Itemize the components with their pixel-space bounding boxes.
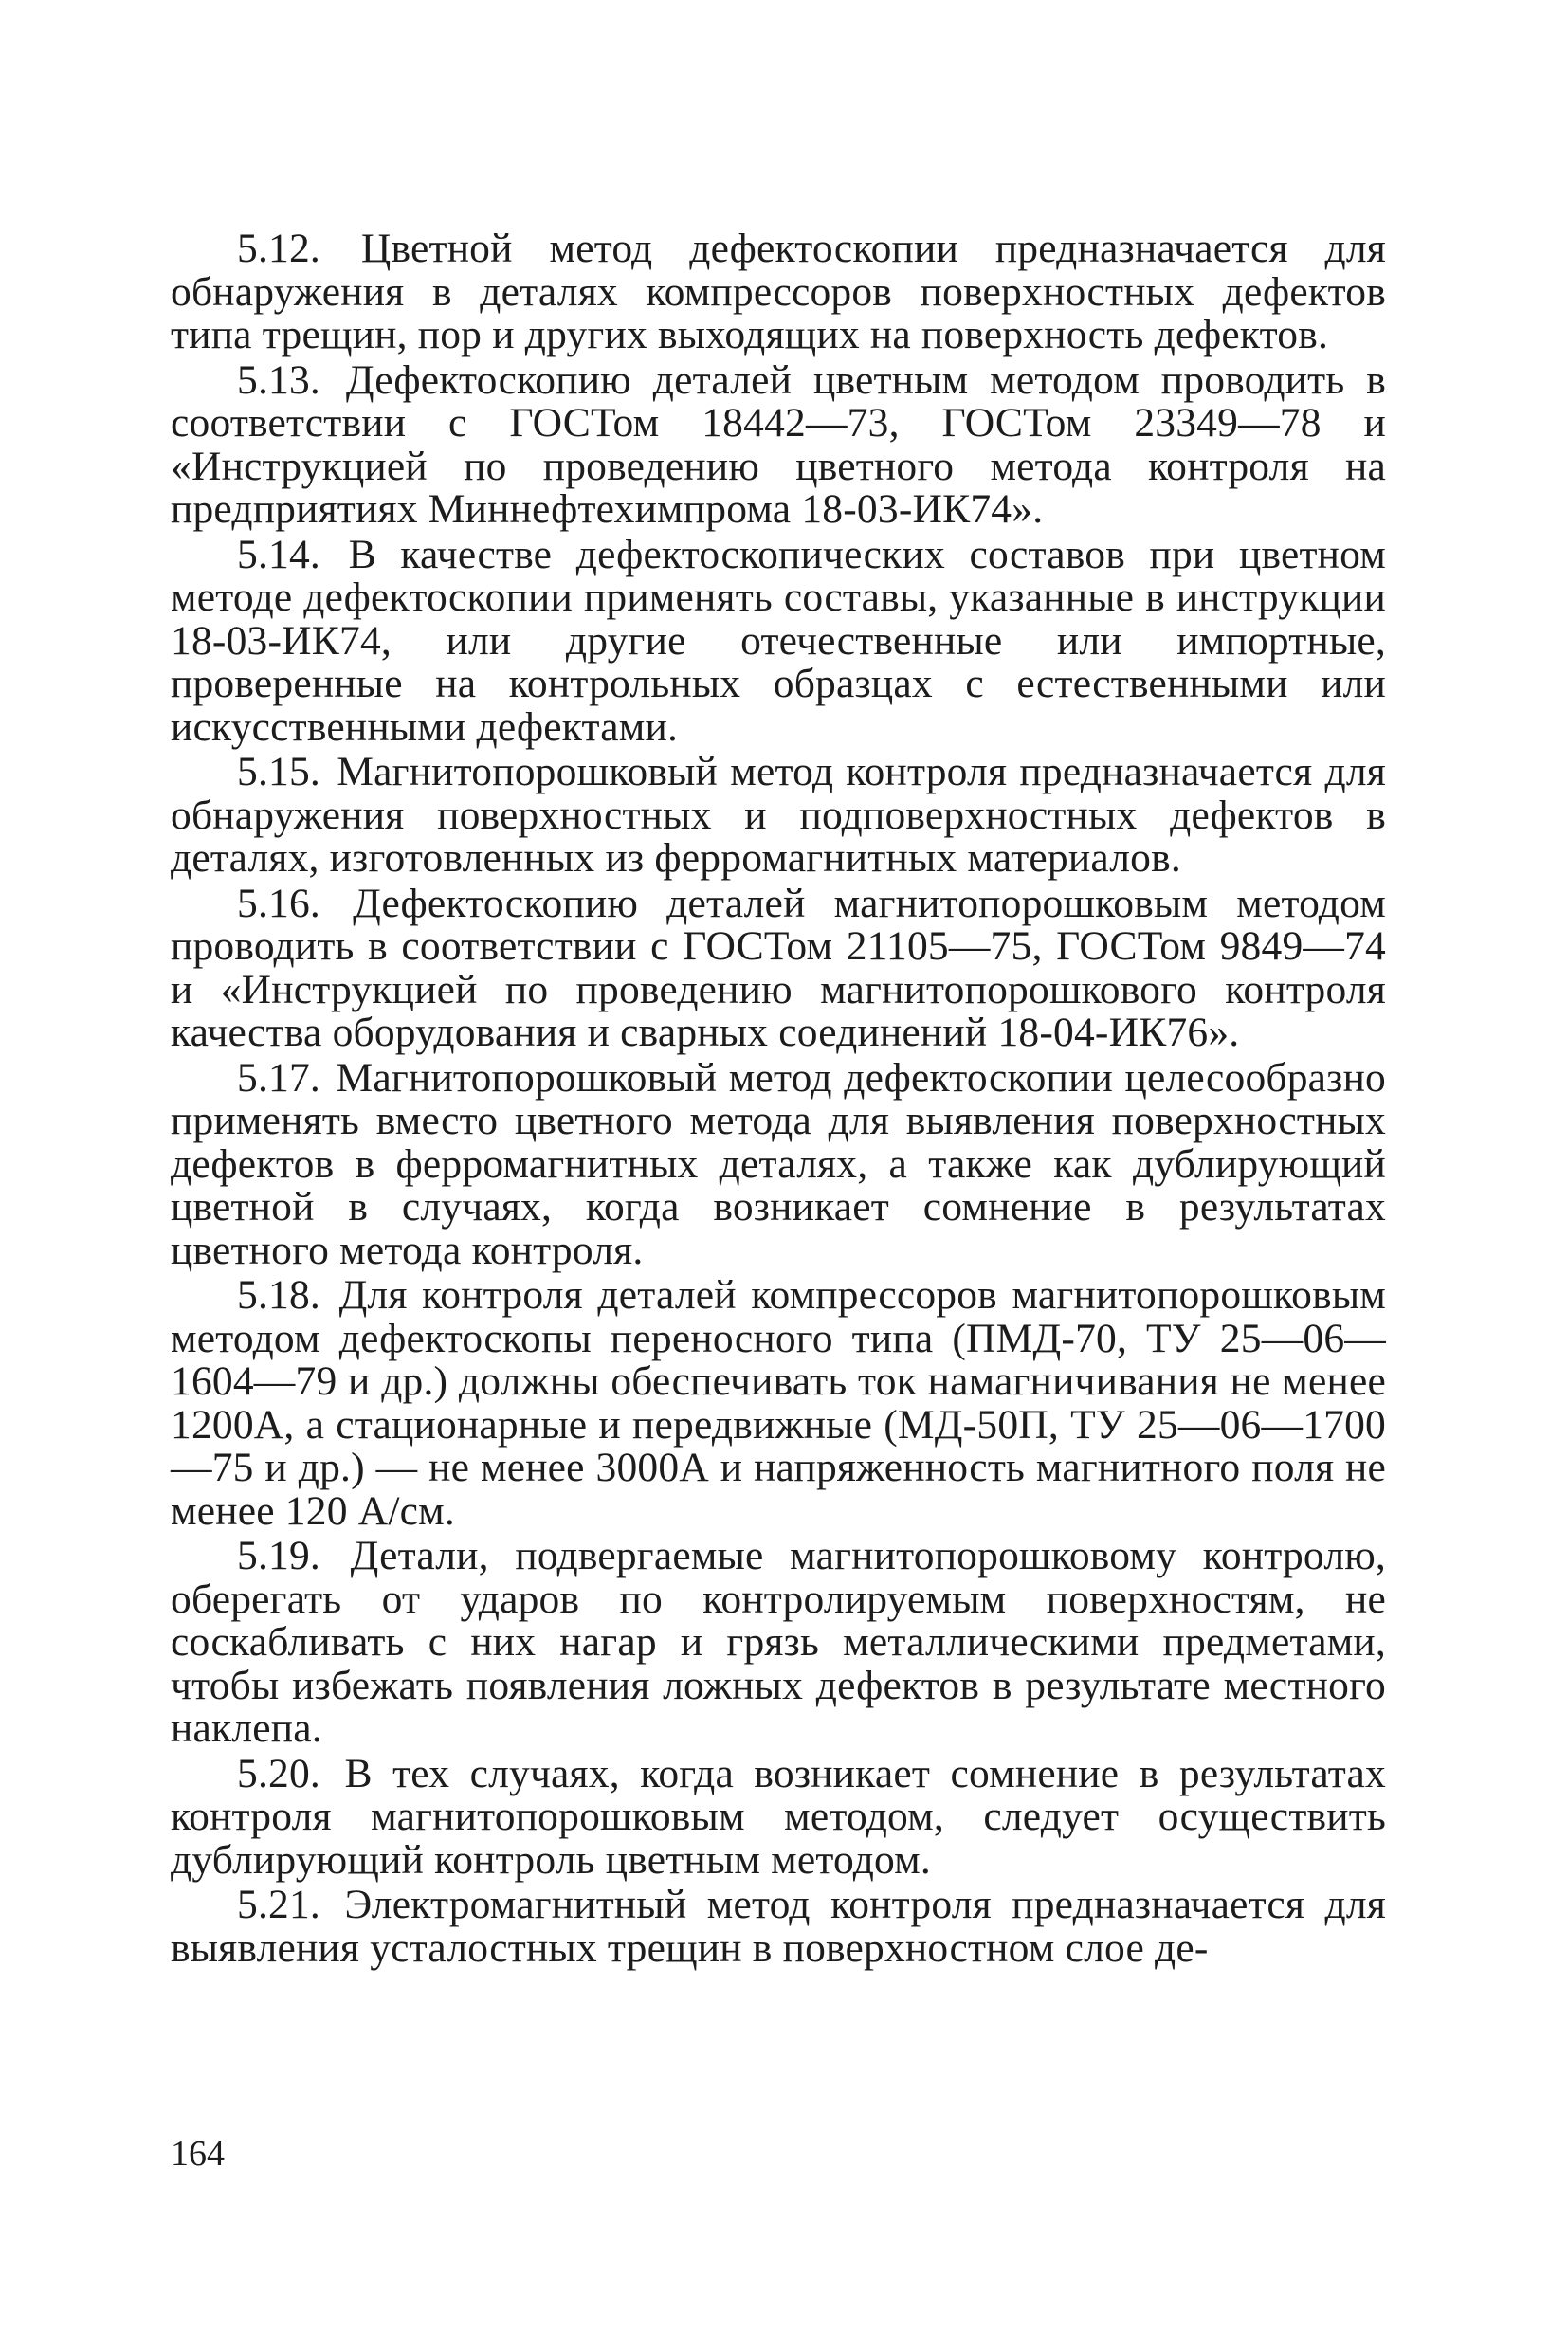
paragraph-number: 5.13. <box>237 356 320 403</box>
paragraph-number: 5.17. <box>237 1054 320 1101</box>
paragraph-5-19 <box>171 1535 1386 1751</box>
paragraph-5-14 <box>171 531 1386 750</box>
paragraph-text: Магнитопорошковый метод контроля предназначается для обнаружения поверхностных и подповерхностных дефектов в деталях, изготовленных из ферромагнитных материалов. <box>171 749 1386 881</box>
paragraph-number: 5.19. <box>237 1533 320 1578</box>
page-number: 164 <box>171 2134 225 2174</box>
paragraph-5-18 <box>171 1274 1386 1533</box>
paragraph-text: Для контроля деталей компрессоров магнитопорошковым методом дефектоскопы переносного типа (ПМД-70, ТУ 25—06—1604—79 и др.) должны обеспечивать ток намагничивания не менее 1200А, а стационарные и передвижные (МД-50П, ТУ 25—06—1700—75 и др.) — не менее 3000А и напряженность магнитного поля не менее 120 А/см. <box>171 1272 1386 1534</box>
paragraph-number: 5.12. <box>237 226 320 271</box>
paragraph-5-15 <box>171 751 1386 881</box>
paragraph-number: 5.14. <box>237 531 320 577</box>
paragraph-5-16 <box>171 880 1386 1055</box>
document-body <box>171 228 1386 1972</box>
paragraph-number: 5.20. <box>237 1750 320 1796</box>
paragraph-text: Дефектоскопию деталей цветным методом проводить в соответствии с ГОСТом 18442—73, ГОСТом 23349—78 и «Инструкцией по проведению цветного метода контроля на предприятиях Миннефтехимпрома 18-03-ИК74». <box>171 356 1386 532</box>
paragraph-number: 5.18. <box>237 1272 320 1318</box>
paragraph-text: Детали, подвергаемые магнитопорошковому контролю, оберегать от ударов по контролируемым поверхностям, не соскабливать с них нагар и грязь металлическими предметами, чтобы избежать появления ложных дефектов в результате местного наклепа. <box>171 1533 1386 1751</box>
paragraph-text: В качестве дефектоскопических составов при цветном методе дефектоскопии применять составы, указанные в инструкции 18-03-ИК74, или другие отечественные или импортные, проверенные на контрольных образцах с естественными или искусственными дефектами. <box>171 531 1386 750</box>
paragraph-text: Дефектоскопию деталей магнитопорошковым методом проводить в соответствии с ГОСТом 21105—75, ГОСТом 9849—74 и «Инструкцией по проведению магнитопорошкового контроля качества оборудования и сварных соединений 18-04-ИК76». <box>171 880 1386 1055</box>
paragraph-text: В тех случаях, когда возникает сомнение в результатах контроля магнитопорошковым методом, следует осуществить дублирующий контроль цветным методом. <box>171 1750 1386 1883</box>
paragraph-5-13 <box>171 356 1386 532</box>
paragraph-text: Магнитопорошковый метод дефектоскопии целесообразно применять вместо цветного метода для выявления поверхностных дефектов в ферромагнитных деталях, а также как дублирующий цветной в случаях, когда возникает сомнение в результатах цветного метода контроля. <box>171 1054 1386 1273</box>
paragraph-5-20 <box>171 1750 1386 1883</box>
paragraph-number: 5.21. <box>237 1882 320 1927</box>
paragraph-text: Цветной метод дефектоскопии предназначается для обнаружения в деталях компрессоров поверхностных дефектов типа трещин, пор и других выходящих на поверхность дефектов. <box>171 226 1386 357</box>
paragraph-5-21 <box>171 1884 1386 1970</box>
paragraph-text: Электромагнитный метод контроля предназначается для выявления усталостных трещин в поверхностном слое де- <box>171 1882 1386 1971</box>
paragraph-5-12 <box>171 228 1386 357</box>
paragraph-number: 5.16. <box>237 880 320 926</box>
paragraph-number: 5.15. <box>237 749 320 794</box>
paragraph-5-17 <box>171 1054 1386 1273</box>
